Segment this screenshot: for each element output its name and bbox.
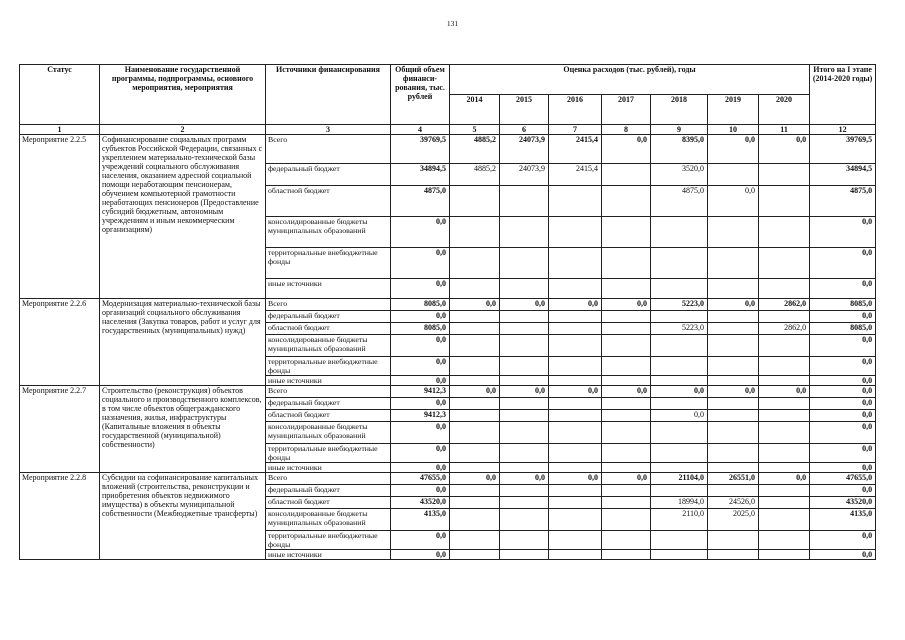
column-number: 4 [391,125,450,135]
year-value-cell [450,248,500,279]
year-value-cell: 2415,4 [549,164,602,186]
header-total-volume: Общий объем финанси-рования, тыс. рублей [391,65,450,125]
year-value-cell [549,357,602,376]
stage-total-cell: 4875,0 [810,186,876,217]
year-value-cell [708,164,759,186]
year-value-cell [759,335,810,357]
year-value-cell [602,357,651,376]
total-volume-cell: 8085,0 [391,323,450,335]
year-value-cell [500,422,549,444]
year-value-cell: 21104,0 [651,473,708,485]
year-value-cell [651,279,708,299]
stage-total-cell: 0,0 [810,386,876,398]
year-value-cell: 0,0 [500,386,549,398]
year-value-cell: 0,0 [651,410,708,422]
year-value-cell: 0,0 [602,299,651,311]
year-value-cell [500,357,549,376]
stage-total-cell: 43520,0 [810,497,876,509]
year-value-cell [500,531,549,550]
year-value-cell [602,444,651,463]
year-value-cell [549,248,602,279]
year-value-cell: 4885,2 [450,135,500,164]
column-number-row [20,125,876,135]
year-value-cell [500,323,549,335]
stage-total-cell: 0,0 [810,376,876,386]
year-value-cell: 5223,0 [651,323,708,335]
year-value-cell [549,485,602,497]
year-value-cell [651,398,708,410]
year-value-cell [602,164,651,186]
year-value-cell [602,497,651,509]
year-value-cell: 0,0 [500,299,549,311]
year-value-cell [549,376,602,386]
year-value-cell [549,335,602,357]
measure-status: Мероприятие 2.2.8 [20,473,100,560]
year-value-cell [651,463,708,473]
year-value-cell [549,323,602,335]
year-value-cell [450,497,500,509]
funding-source: федеральный бюджет [266,311,391,323]
year-value-cell [602,186,651,217]
year-value-cell: 24526,0 [708,497,759,509]
measure-status: Мероприятие 2.2.6 [20,299,100,386]
measure-status: Мероприятие 2.2.5 [20,135,100,299]
funding-source: федеральный бюджет [266,485,391,497]
year-value-cell [602,485,651,497]
header-year: 2014 [450,95,500,125]
stage-total-cell: 8085,0 [810,323,876,335]
stage-total-cell: 4135,0 [810,509,876,531]
year-value-cell [708,279,759,299]
column-number: 6 [500,125,549,135]
year-value-cell [759,550,810,560]
year-value-cell [500,311,549,323]
column-number: 5 [450,125,500,135]
year-value-cell [549,463,602,473]
year-value-cell [549,279,602,299]
measure-name: Субсидии на софинансирование капитальных вложений (строительства, реконструкции и приобретения объектов недвижимого имущества) в объекты муниципальной собственности (Межбюджетные трансферты) [100,473,266,560]
total-volume-cell: 0,0 [391,444,450,463]
total-volume-cell: 0,0 [391,335,450,357]
measure-name: Строительство (реконструкция) объектов социального и производственного комплексов, в том числе объектов общегражданского назначения, жилья, инфраструктуры (Капитальные вложения в объекты государственной (муниципальной) собственности) [100,386,266,473]
funding-source: федеральный бюджет [266,398,391,410]
stage-total-cell: 0,0 [810,335,876,357]
year-value-cell [759,485,810,497]
stage-total-cell: 0,0 [810,398,876,410]
total-volume-cell: 9412,3 [391,386,450,398]
year-value-cell: 0,0 [708,186,759,217]
funding-source: консолидированные бюджеты муниципальных образований [266,335,391,357]
year-value-cell: 0,0 [708,135,759,164]
year-value-cell [500,279,549,299]
header-sources: Источники финансирования [266,65,391,125]
year-value-cell [602,335,651,357]
year-value-cell [602,376,651,386]
stage-total-cell: 39769,5 [810,135,876,164]
year-value-cell [450,410,500,422]
year-value-cell [602,217,651,248]
year-value-cell: 0,0 [450,473,500,485]
year-value-cell [708,335,759,357]
year-value-cell: 26551,0 [708,473,759,485]
stage-total-cell: 0,0 [810,217,876,248]
year-value-cell [602,248,651,279]
year-value-cell [602,509,651,531]
header-year: 2018 [651,95,708,125]
stage-total-cell: 47655,0 [810,473,876,485]
column-number: 8 [602,125,651,135]
stage-total-cell: 34894,5 [810,164,876,186]
year-value-cell [500,217,549,248]
total-volume-cell: 0,0 [391,422,450,444]
year-value-cell [759,357,810,376]
column-number: 7 [549,125,602,135]
total-volume-cell: 0,0 [391,463,450,473]
funding-source: территориальные внебюджетные фонды [266,357,391,376]
year-value-cell: 3520,0 [651,164,708,186]
year-value-cell [450,422,500,444]
year-value-cell: 0,0 [450,386,500,398]
year-value-cell [759,279,810,299]
year-value-cell [450,485,500,497]
year-value-cell [450,186,500,217]
measure-name: Софинансирование социальных программ субъектов Российской Федерации, связанных с укреплением материально-технической базы учреждений социального обслуживания населения, оказанием адресной социальной помощи неработающим пенсионерам, обучением компьютерной грамотности неработающих пенсионеров (Предоставление субсидий бюджетным, автономным учреждениям и иным некоммерческим организациям) [100,135,266,299]
year-value-cell: 2862,0 [759,323,810,335]
year-value-cell: 2110,0 [651,509,708,531]
year-value-cell [651,550,708,560]
year-value-cell: 0,0 [500,473,549,485]
year-value-cell [708,463,759,473]
funding-source: территориальные внебюджетные фонды [266,444,391,463]
year-value-cell: 0,0 [450,299,500,311]
year-value-cell [708,323,759,335]
header-name: Наименование государственной программы, подпрограммы, основного мероприятия, мероприятия [100,65,266,125]
stage-total-cell: 0,0 [810,410,876,422]
year-value-cell [708,550,759,560]
year-value-cell [549,531,602,550]
year-value-cell [651,376,708,386]
year-value-cell [759,422,810,444]
year-value-cell [500,463,549,473]
year-value-cell: 0,0 [759,135,810,164]
stage-total-cell: 0,0 [810,357,876,376]
financing-table [19,64,876,560]
year-value-cell [549,550,602,560]
year-value-cell [450,509,500,531]
year-value-cell [651,311,708,323]
funding-source: федеральный бюджет [266,164,391,186]
year-value-cell [549,186,602,217]
table-row [20,386,876,398]
year-value-cell [450,376,500,386]
column-number: 2 [100,125,266,135]
total-volume-cell: 0,0 [391,376,450,386]
year-value-cell: 24073,9 [500,135,549,164]
year-value-cell [759,217,810,248]
funding-source: Всего [266,386,391,398]
total-volume-cell: 47655,0 [391,473,450,485]
header-year: 2016 [549,95,602,125]
year-value-cell [549,410,602,422]
year-value-cell [759,497,810,509]
stage-total-cell: 0,0 [810,463,876,473]
year-value-cell [759,248,810,279]
year-value-cell: 8395,0 [651,135,708,164]
funding-source: областной бюджет [266,186,391,217]
year-value-cell [549,217,602,248]
funding-source: иные источники [266,463,391,473]
year-value-cell [602,279,651,299]
column-number: 1 [20,125,100,135]
year-value-cell [549,497,602,509]
stage-total-cell: 0,0 [810,485,876,497]
year-value-cell [450,463,500,473]
year-value-cell [651,444,708,463]
year-value-cell: 24073,9 [500,164,549,186]
year-value-cell [708,485,759,497]
funding-source: Всего [266,299,391,311]
year-value-cell [500,509,549,531]
stage-total-cell: 0,0 [810,531,876,550]
table-body [20,135,876,560]
year-value-cell: 18994,0 [651,497,708,509]
header-year: 2015 [500,95,549,125]
table-header [20,65,876,135]
year-value-cell [549,311,602,323]
year-value-cell [450,550,500,560]
year-value-cell [450,531,500,550]
total-volume-cell: 0,0 [391,248,450,279]
year-value-cell [500,335,549,357]
year-value-cell [651,422,708,444]
stage-total-cell: 0,0 [810,422,876,444]
funding-source: Всего [266,473,391,485]
year-value-cell [602,422,651,444]
total-volume-cell: 0,0 [391,217,450,248]
year-value-cell: 0,0 [708,299,759,311]
table-row [20,473,876,485]
year-value-cell [500,497,549,509]
year-value-cell [602,550,651,560]
total-volume-cell: 0,0 [391,485,450,497]
year-value-cell [651,217,708,248]
year-value-cell [450,323,500,335]
year-value-cell [450,357,500,376]
total-volume-cell: 9412,3 [391,410,450,422]
year-value-cell [759,509,810,531]
year-value-cell [759,376,810,386]
year-value-cell [500,485,549,497]
stage-total-cell: 0,0 [810,248,876,279]
year-value-cell [500,376,549,386]
year-value-cell: 2862,0 [759,299,810,311]
year-value-cell [500,444,549,463]
funding-source: иные источники [266,550,391,560]
year-value-cell [450,335,500,357]
funding-source: иные источники [266,376,391,386]
total-volume-cell: 39769,5 [391,135,450,164]
total-volume-cell: 34894,5 [391,164,450,186]
funding-source: областной бюджет [266,410,391,422]
year-value-cell: 4885,2 [450,164,500,186]
funding-source: территориальные внебюджетные фонды [266,531,391,550]
total-volume-cell: 0,0 [391,279,450,299]
table-row [20,135,876,164]
year-value-cell [651,357,708,376]
year-value-cell [549,398,602,410]
year-value-cell [602,311,651,323]
year-value-cell [500,186,549,217]
funding-source: иные источники [266,279,391,299]
year-value-cell: 0,0 [602,473,651,485]
year-value-cell [450,217,500,248]
year-value-cell [708,398,759,410]
funding-source: областной бюджет [266,323,391,335]
header-year: 2020 [759,95,810,125]
total-volume-cell: 43520,0 [391,497,450,509]
year-value-cell [759,164,810,186]
year-value-cell [602,463,651,473]
year-value-cell [651,531,708,550]
year-value-cell [549,422,602,444]
year-value-cell: 0,0 [759,386,810,398]
page-number: 131 [446,19,459,28]
year-value-cell: 0,0 [549,386,602,398]
year-value-cell: 4875,0 [651,186,708,217]
year-value-cell [450,311,500,323]
year-value-cell: 0,0 [549,299,602,311]
year-value-cell: 0,0 [651,386,708,398]
column-number: 3 [266,125,391,135]
year-value-cell [708,248,759,279]
column-number: 11 [759,125,810,135]
header-status: Статус [20,65,100,125]
column-number: 9 [651,125,708,135]
year-value-cell [500,398,549,410]
stage-total-cell: 0,0 [810,444,876,463]
year-value-cell [651,335,708,357]
header-year: 2017 [602,95,651,125]
year-value-cell [602,323,651,335]
year-value-cell [759,398,810,410]
year-value-cell [708,217,759,248]
year-value-cell [708,444,759,463]
year-value-cell [450,444,500,463]
year-value-cell [759,311,810,323]
year-value-cell: 2415,4 [549,135,602,164]
year-value-cell [500,550,549,560]
year-value-cell: 5223,0 [651,299,708,311]
year-value-cell [708,376,759,386]
year-value-cell [549,444,602,463]
stage-total-cell: 8085,0 [810,299,876,311]
year-value-cell [651,485,708,497]
year-value-cell: 0,0 [602,386,651,398]
year-value-cell [602,410,651,422]
year-value-cell [602,398,651,410]
header-estimate: Оценка расходов (тыс. рублей), годы [450,65,810,95]
year-value-cell [708,357,759,376]
funding-source: консолидированные бюджеты муниципальных образований [266,217,391,248]
year-value-cell [500,410,549,422]
total-volume-cell: 0,0 [391,357,450,376]
year-value-cell [500,248,549,279]
funding-source: консолидированные бюджеты муниципальных образований [266,509,391,531]
funding-source: Всего [266,135,391,164]
measure-name: Модернизация материально-технической базы организаций социального обслуживания населения (Закупка товаров, работ и услуг для государственных (муниципальных) нужд) [100,299,266,386]
year-value-cell [759,410,810,422]
year-value-cell [708,311,759,323]
year-value-cell [549,509,602,531]
year-value-cell: 2025,0 [708,509,759,531]
year-value-cell [602,531,651,550]
total-volume-cell: 4135,0 [391,509,450,531]
year-value-cell: 0,0 [759,473,810,485]
year-value-cell: 0,0 [549,473,602,485]
year-value-cell [759,186,810,217]
funding-source: территориальные внебюджетные фонды [266,248,391,279]
header-stage-total: Итого на I этапе (2014-2020 годы) [810,65,876,125]
year-value-cell [450,279,500,299]
total-volume-cell: 0,0 [391,550,450,560]
measure-status: Мероприятие 2.2.7 [20,386,100,473]
table-row [20,299,876,311]
year-value-cell [759,444,810,463]
year-value-cell: 0,0 [708,386,759,398]
stage-total-cell: 0,0 [810,279,876,299]
column-number: 12 [810,125,876,135]
header-year: 2019 [708,95,759,125]
funding-source: областной бюджет [266,497,391,509]
year-value-cell [708,410,759,422]
year-value-cell [450,398,500,410]
stage-total-cell: 0,0 [810,311,876,323]
column-number: 10 [708,125,759,135]
year-value-cell [708,422,759,444]
year-value-cell: 0,0 [602,135,651,164]
stage-total-cell: 0,0 [810,550,876,560]
total-volume-cell: 0,0 [391,398,450,410]
year-value-cell [759,463,810,473]
funding-source: консолидированные бюджеты муниципальных образований [266,422,391,444]
total-volume-cell: 8085,0 [391,299,450,311]
total-volume-cell: 0,0 [391,311,450,323]
year-value-cell [708,531,759,550]
total-volume-cell: 0,0 [391,531,450,550]
year-value-cell [651,248,708,279]
total-volume-cell: 4875,0 [391,186,450,217]
year-value-cell [759,531,810,550]
